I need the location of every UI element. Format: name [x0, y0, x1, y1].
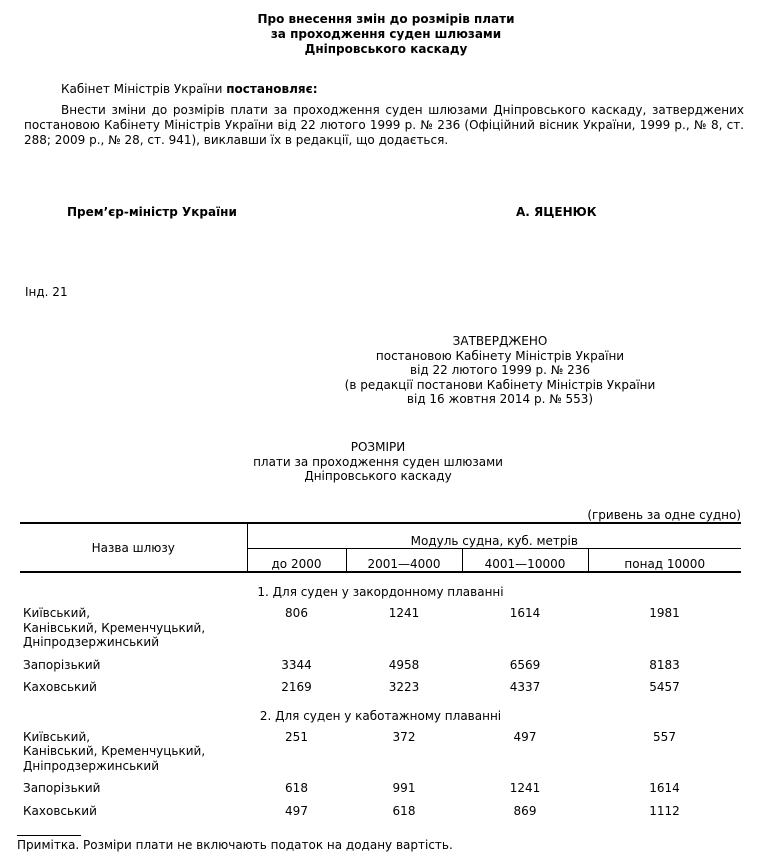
value-cell: 3344 — [281, 657, 312, 672]
value-cell: 1112 — [649, 803, 680, 818]
rates-table — [20, 522, 741, 820]
unit-note: (гривень за одне судно) — [587, 508, 741, 522]
value-cell: 869 — [513, 803, 537, 818]
rates-title — [228, 440, 528, 484]
lock-name-cell: Запорізький — [23, 781, 101, 795]
approval-line: постановою Кабінету Міністрів України — [375, 348, 625, 363]
value-cell: 251 — [285, 729, 308, 744]
footnote: Примітка. Розміри плати не включають податок на додану вартість. — [17, 838, 453, 852]
lock-name-cell — [20, 724, 247, 776]
column-header: 4001—10000 — [462, 548, 588, 572]
rates-title-line: Дніпровського каскаду — [304, 469, 452, 483]
preamble-lead-bold: постановляє: — [226, 82, 318, 96]
rates-title-line: плати за проходження суден шлюзами — [253, 454, 503, 469]
lock-name-line: Канівський, Кременчуцький, — [23, 744, 206, 758]
approval-line: ЗАТВЕРДЖЕНО — [452, 334, 548, 348]
column-header: до 2000 — [247, 548, 346, 572]
lock-name-line: Дніпродзержинський — [23, 758, 160, 773]
value-cell: 618 — [392, 803, 416, 818]
approval-stamp — [300, 334, 700, 407]
table-row — [20, 798, 741, 821]
section-header-row — [20, 697, 741, 724]
value-cell: 1241 — [388, 606, 420, 620]
value-cell: 372 — [392, 729, 416, 744]
value-cell: 497 — [285, 803, 308, 818]
value-cell: 4958 — [388, 657, 420, 672]
value-cell: 991 — [392, 781, 416, 795]
table-row — [20, 674, 741, 697]
section-title: 1. Для суден у закордонному плаванні — [257, 585, 504, 599]
column-header: 2001—4000 — [346, 548, 462, 572]
title-line: Про внесення змін до розмірів плати — [257, 12, 515, 26]
value-cell: 8183 — [649, 657, 680, 672]
preamble-body: Внести зміни до розмірів плати за проходження суден шлюзами Дніпровського каскаду, затверджених постановою Кабінету Міністрів України від 22 лютого 1999 р. № 236 (Офіційний вісник України, 1999 р., № 8, ст. 288; 2009 р., № 28, ст. 941), виклавши їх в редакції, що додається. — [24, 103, 744, 147]
value-cell: 2169 — [281, 680, 312, 694]
section-title: 2. Для суден у каботажному плаванні — [259, 708, 502, 723]
value-cell: 5457 — [649, 680, 680, 694]
lock-name-line: Дніпродзержинський — [23, 635, 160, 649]
value-cell: 1614 — [649, 781, 680, 795]
preamble-lead — [24, 82, 744, 97]
column-header: понад 10000 — [588, 548, 741, 572]
signature-position: Прем’єр-міністр України — [67, 205, 237, 219]
title-line: Дніпровського каскаду — [304, 42, 468, 56]
document-index: Інд. 21 — [25, 285, 68, 299]
document-title — [0, 12, 772, 57]
value-cell: 1981 — [649, 606, 680, 620]
title-line: за проходження суден шлюзами — [270, 27, 502, 41]
table-row — [20, 600, 741, 652]
value-cell: 3223 — [388, 680, 420, 694]
value-cell: 1241 — [509, 781, 541, 795]
lock-name-cell — [20, 600, 247, 652]
table-row — [20, 724, 741, 776]
lock-name-line: Київський, — [23, 606, 91, 620]
column-group-header-module: Модуль судна, куб. метрів — [247, 523, 741, 548]
lock-name-cell: Каховський — [23, 803, 97, 818]
column-header-lock-name: Назва шлюзу — [20, 523, 247, 572]
signature-name: А. ЯЦЕНЮК — [516, 205, 597, 219]
value-cell: 557 — [653, 729, 676, 744]
approval-line: від 16 жовтня 2014 р. № 553) — [406, 392, 594, 406]
value-cell: 1614 — [509, 606, 541, 620]
approval-line: (в редакції постанови Кабінету Міністрів України — [344, 377, 656, 392]
preamble-lead-text: Кабінет Міністрів України — [61, 82, 227, 96]
lock-name-line: Київський, — [23, 729, 91, 744]
lock-name-cell: Запорізький — [23, 657, 101, 672]
value-cell: 618 — [285, 781, 308, 795]
section-header-row — [20, 572, 741, 600]
value-cell: 497 — [513, 729, 537, 744]
rates-title-line: РОЗМІРИ — [350, 440, 406, 454]
value-cell: 806 — [285, 606, 308, 620]
approval-line: від 22 лютого 1999 р. № 236 — [410, 363, 590, 377]
footnote-divider — [17, 835, 81, 836]
table-row — [20, 775, 741, 798]
value-cell: 4337 — [509, 680, 541, 694]
lock-name-line: Канівський, Кременчуцький, — [23, 620, 206, 635]
lock-name-cell: Каховський — [23, 680, 97, 694]
value-cell: 6569 — [509, 657, 541, 672]
table-row — [20, 652, 741, 675]
